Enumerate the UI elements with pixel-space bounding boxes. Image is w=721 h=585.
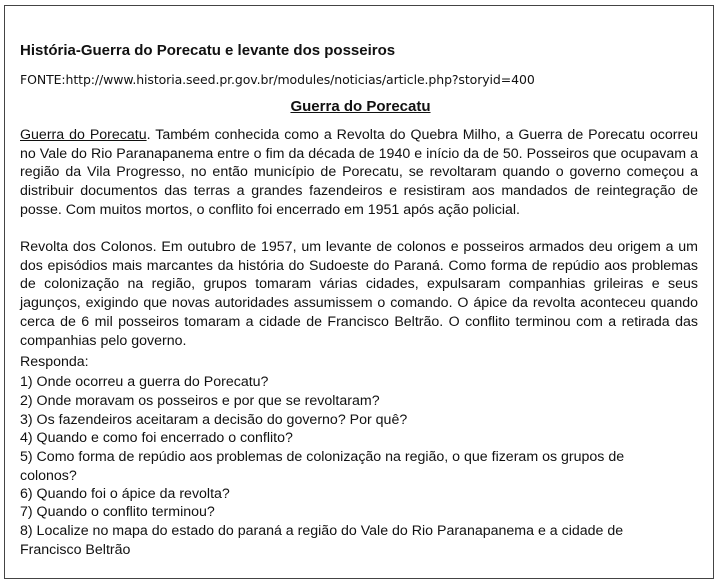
question-4: 4) Quando e como foi encerrado o conflito? [20, 430, 293, 446]
question-1: 1) Onde ocorreu a guerra do Porecatu? [20, 374, 269, 390]
paragraph-body: . Também conhecida como a Revolta do Quebra Milho, a Guerra de Porecatu ocorreu no Vale do Rio Paranapanema entre o fim da década de 1940 e início da de 50. Posseiros que ocupavam a região da Vila Progresso, no então município de Porecatu, se revoltaram quando o governo começou a distribuir documentos das terras a grandes fazendeiros e resistiram aos mandados de reintegração de posse. Com muitos mortos, o conflito foi encerrado em 1951 após ação policial. [20, 127, 698, 218]
section-heading [0, 98, 721, 115]
question-2: 2) Onde moravam os posseiros e por que se revoltaram? [20, 393, 380, 409]
document-title: História-Guerra do Porecatu e levante dos posseiros [20, 42, 396, 59]
question-8: 8) Localize no mapa do estado do paraná a região do Vale do Rio Paranapanema e a cidade de Francisco Beltrão [20, 523, 624, 558]
questions-prompt: Responda: [20, 354, 89, 370]
paragraph-revolta-colonos: Revolta dos Colonos. Em outubro de 1957, um levante de colonos e posseiros armados deu origem a um dos episódios mais marcantes da história do Sudoeste do Paraná. Como forma de repúdio aos problemas de colonização na região, grupos tomaram várias cidades, expulsaram companhias grileiras e seus jagunços, exigindo que novas autoridades assumissem o comando. O ápice da revolta aconteceu quando cerca de 6 mil posseiros tomaram a cidade de Francisco Beltrão. O conflito terminou com a retirada das companhias pelo governo. [20, 239, 698, 349]
question-5: 5) Como forma de repúdio aos problemas de colonização na região, o que fizeram os grupos de colonos? [20, 449, 625, 484]
question-6: 6) Quando foi o ápice da revolta? [20, 486, 230, 502]
section-heading-text: Guerra do Porecatu [290, 98, 431, 115]
paragraph-term: Guerra do Porecatu [20, 127, 147, 143]
source-line: FONTE:http://www.historia.seed.pr.gov.br/modules/noticias/article.php?storyid=400 [20, 72, 535, 87]
question-7: 7) Quando o conflito terminou? [20, 504, 215, 520]
paragraph-porecatu [20, 126, 698, 220]
question-3: 3) Os fazendeiros aceitaram a decisão do governo? Por quê? [20, 412, 408, 428]
